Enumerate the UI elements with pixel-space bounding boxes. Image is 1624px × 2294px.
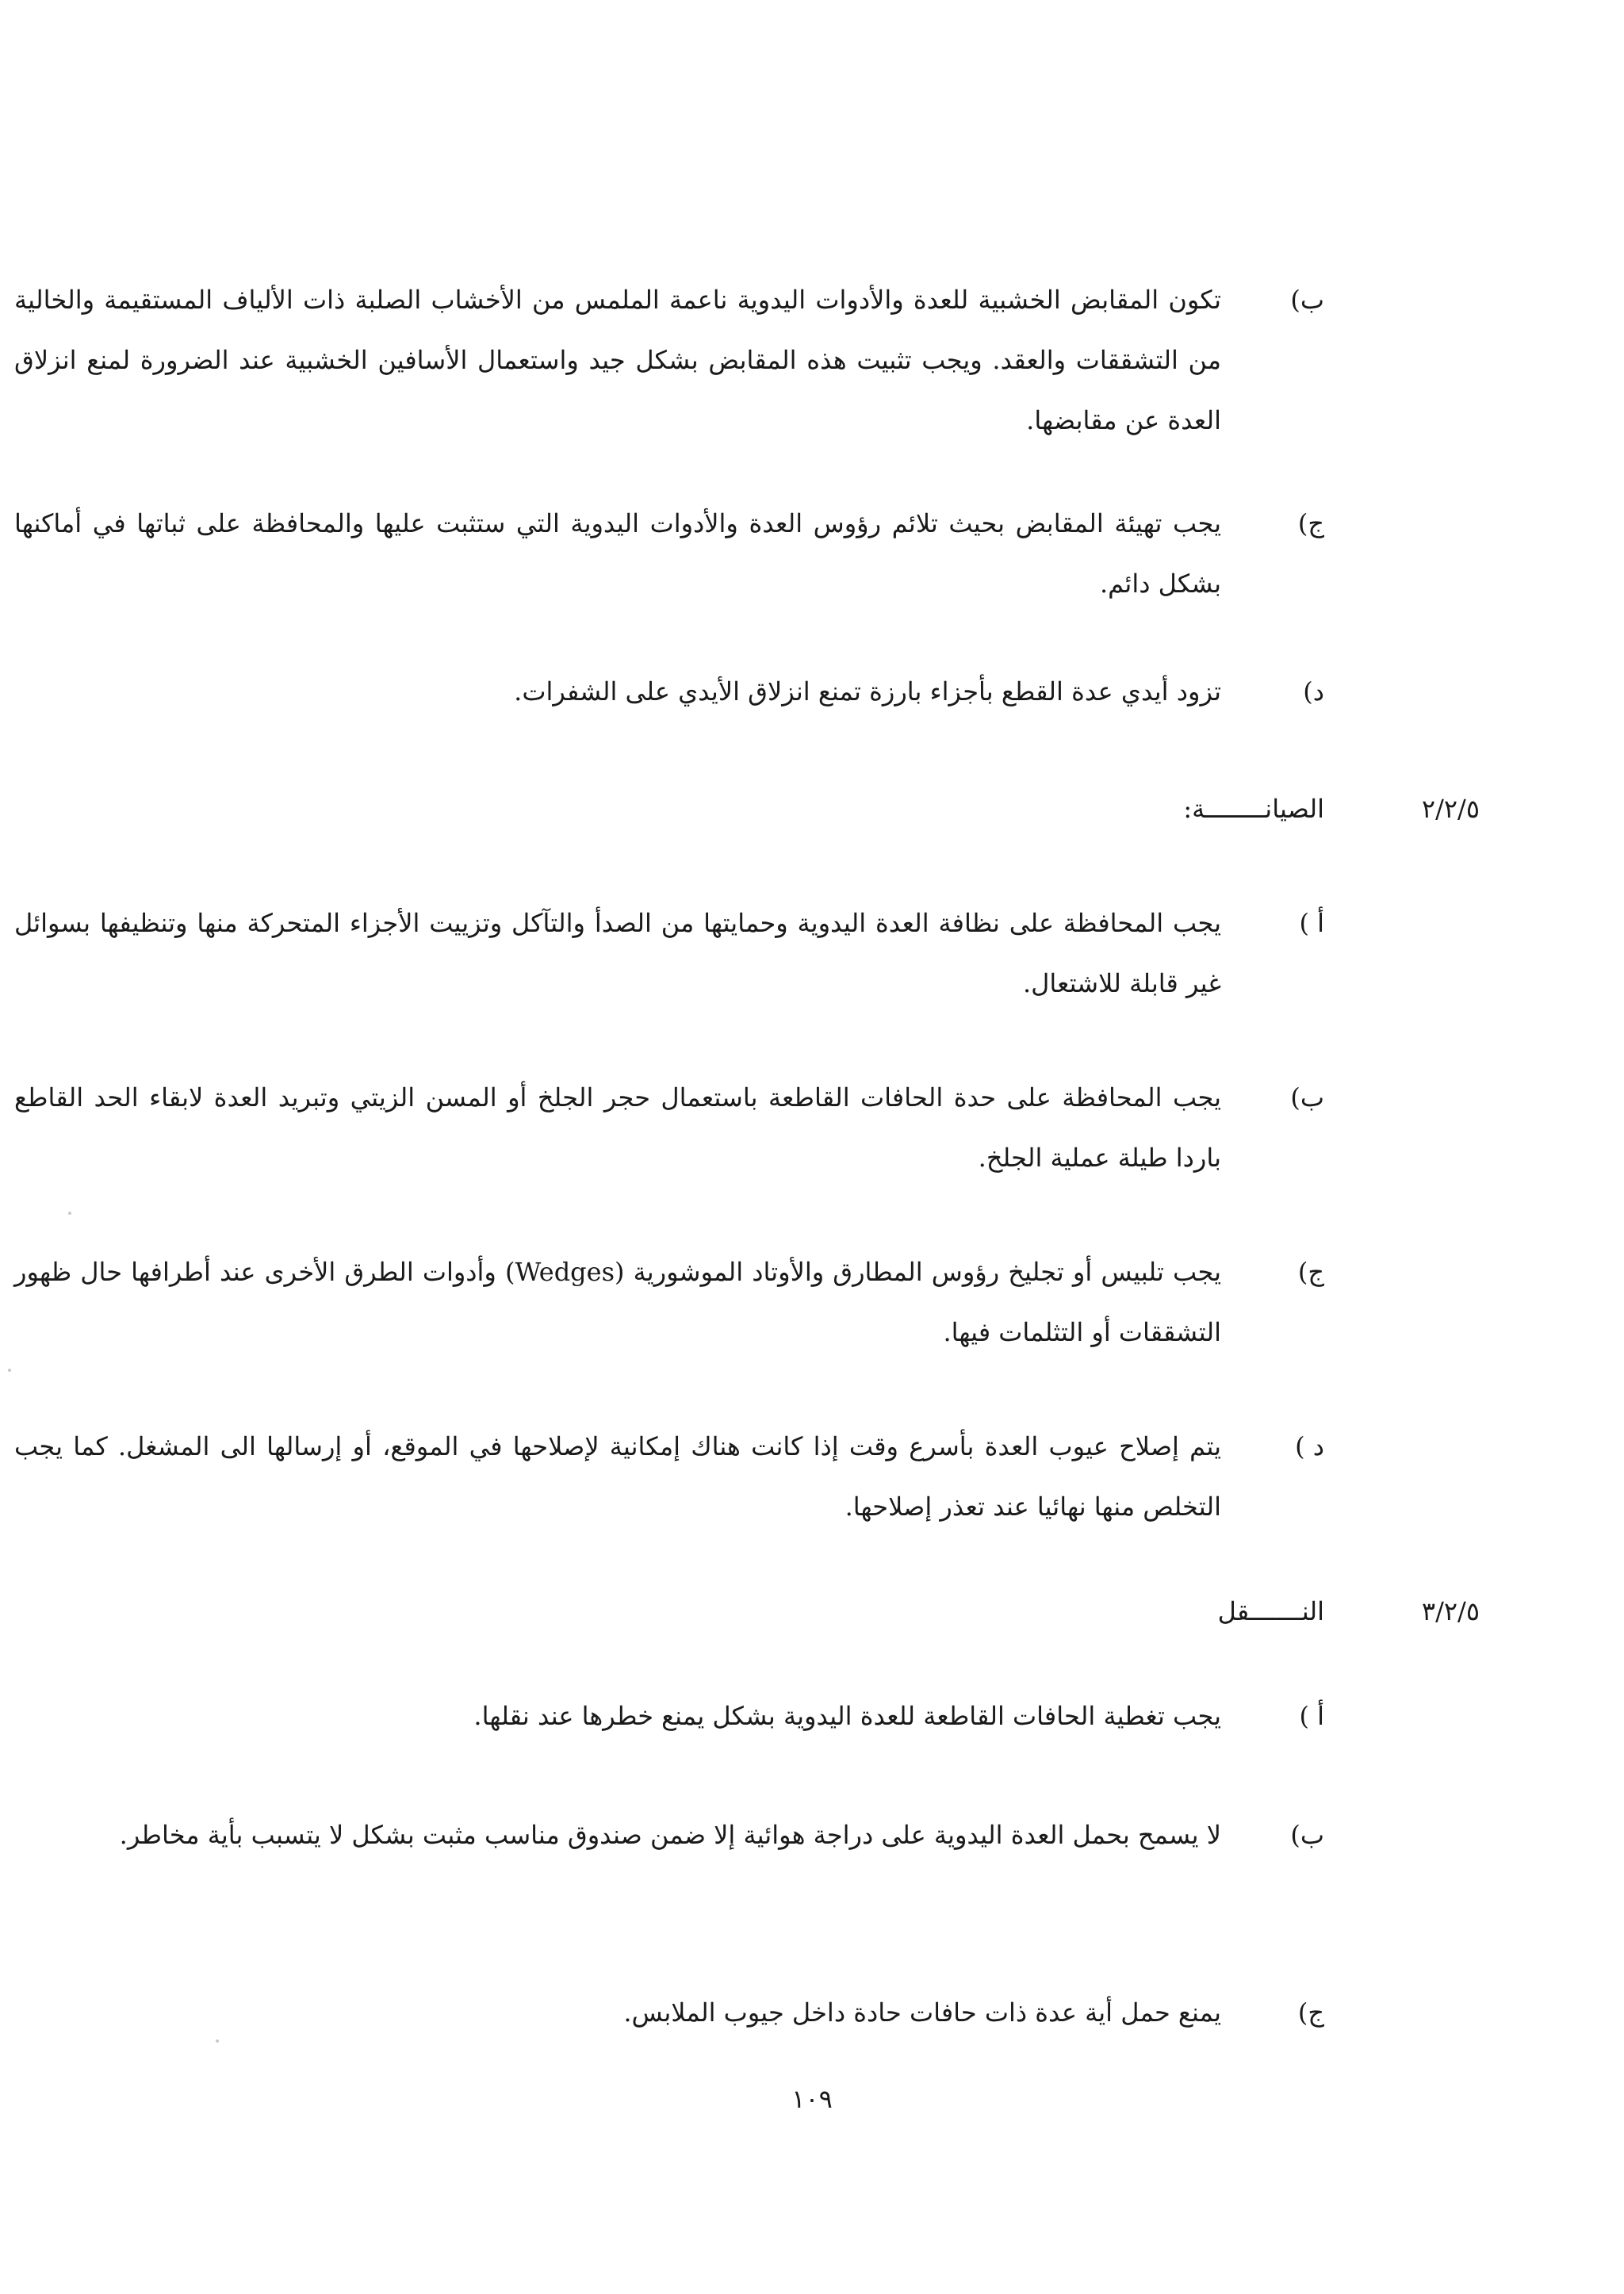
page-number: ١٠٩ bbox=[791, 2084, 833, 2114]
scan-speck bbox=[216, 2039, 219, 2043]
section-number: ٢/٢/٥ bbox=[1421, 794, 1480, 824]
item-label: ج) bbox=[1297, 1997, 1324, 2028]
item-text: تزود أيدي عدة القطع بأجزاء بارزة تمنع انزلاق الأيدي على الشفرات. bbox=[514, 676, 1221, 707]
item-label: د ) bbox=[1295, 1431, 1324, 1461]
item-label: د) bbox=[1303, 676, 1324, 707]
item-label: أ ) bbox=[1299, 1701, 1324, 1731]
list-item bbox=[14, 493, 1324, 620]
item-label: ج) bbox=[1297, 508, 1324, 538]
section-title: الصيانــــــــة: bbox=[1183, 794, 1324, 824]
section-heading-maintenance bbox=[0, 785, 1624, 833]
item-label: ب) bbox=[1290, 285, 1324, 315]
list-item bbox=[14, 1805, 1324, 1932]
item-text: لا يسمح بحمل العدة اليدوية على دراجة هوائية إلا ضمن صندوق مناسب مثبت بشكل لا يتسبب بأية مخاطر. bbox=[119, 1820, 1221, 1850]
section-number: ٣/٢/٥ bbox=[1421, 1596, 1480, 1626]
list-item bbox=[14, 1686, 1324, 1749]
list-item bbox=[14, 270, 1324, 452]
list-item bbox=[14, 1242, 1324, 1369]
list-item bbox=[14, 1416, 1324, 1543]
item-text: يجب تلبيس أو تجليخ رؤوس المطارق والأوتاد الموشورية (Wedges) وأدوات الطرق الأخرى عند أطرافها حال ظهور التشققات أو التثلمات فيها. bbox=[14, 1257, 1222, 1347]
item-text: يتم إصلاح عيوب العدة بأسرع وقت إذا كانت هناك إمكانية لإصلاحها في الموقع، أو إرسالها الى المشغل. كما يجب التخلص منها نهائيا عند تعذر إصلاحها. bbox=[14, 1431, 1221, 1522]
scan-speck bbox=[68, 1212, 71, 1215]
item-text: يجب المحافظة على حدة الحافات القاطعة باستعمال حجر الجلخ أو المسن الزيتي وتبريد العدة لابقاء الحد القاطع باردا طيلة عملية الجلخ. bbox=[14, 1082, 1221, 1173]
item-text: يجب تهيئة المقابض بحيث تلائم رؤوس العدة والأدوات اليدوية التي ستثبت عليها والمحافظة على ثباتها في أماكنها بشكل دائم. bbox=[14, 508, 1221, 599]
section-title: النـــــــقل bbox=[1217, 1596, 1324, 1626]
item-text: تكون المقابض الخشبية للعدة والأدوات اليدوية ناعمة الملمس من الأخشاب الصلبة ذات الألياف المستقيمة والخالية من التشققات والعقد. ويجب تثبيت هذه المقابض بشكل جيد واستعمال الأسافين الخشبية عند الضرورة لمنع انزلاق العدة عن مقابضها. bbox=[14, 285, 1222, 435]
item-label: ب) bbox=[1290, 1820, 1324, 1850]
item-text: يجب تغطية الحافات القاطعة للعدة اليدوية بشكل يمنع خطرها عند نقلها. bbox=[473, 1701, 1221, 1731]
item-label: ب) bbox=[1290, 1082, 1324, 1113]
item-label: أ ) bbox=[1299, 908, 1324, 938]
list-item bbox=[14, 893, 1324, 1020]
item-label: ج) bbox=[1297, 1257, 1324, 1287]
scan-speck bbox=[8, 1369, 11, 1372]
section-heading-transport bbox=[0, 1587, 1624, 1635]
list-item bbox=[14, 1982, 1324, 2046]
item-text: يمنع حمل أية عدة ذات حافات حادة داخل جيوب الملابس. bbox=[623, 1997, 1221, 2028]
list-item bbox=[14, 1067, 1324, 1194]
item-text: يجب المحافظة على نظافة العدة اليدوية وحمايتها من الصدأ والتآكل وتزييت الأجزاء المتحركة منها وتنظيفها بسوائل غير قابلة للاشتعال. bbox=[14, 908, 1222, 998]
list-item bbox=[14, 661, 1324, 725]
